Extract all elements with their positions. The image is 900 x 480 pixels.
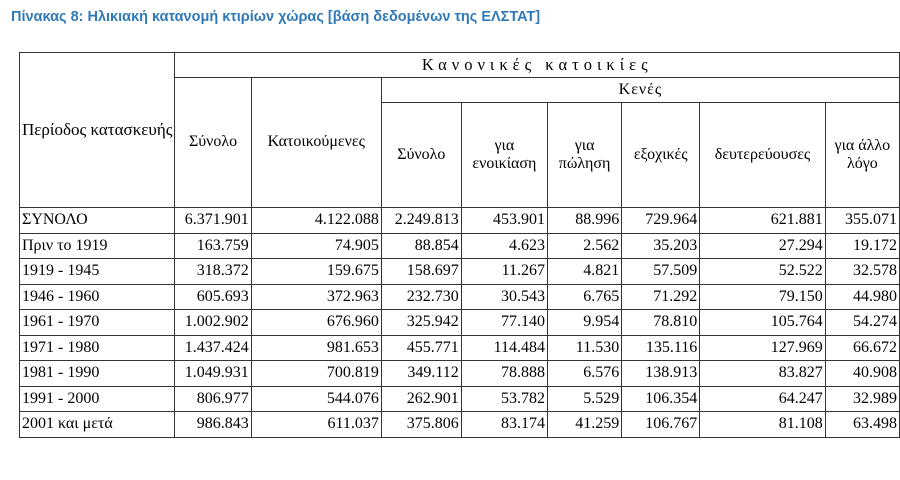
cell-other: 19.172 (825, 233, 899, 259)
header-secondary: δευτερεύουσες (700, 103, 825, 208)
cell-other: 32.578 (825, 259, 899, 285)
cell-total: 1.049.931 (175, 361, 251, 387)
header-regular-dwellings: Κανονικές κατοικίες (175, 53, 900, 78)
cell-for-sale: 9.954 (548, 310, 622, 336)
cell-total: 986.843 (175, 412, 251, 438)
cell-occupied: 4.122.088 (251, 208, 381, 234)
cell-vacant-total: 158.697 (381, 259, 461, 285)
cell-for-rent: 4.623 (461, 233, 547, 259)
cell-for-rent: 11.267 (461, 259, 547, 285)
cell-occupied: 981.653 (251, 335, 381, 361)
table-row (20, 284, 900, 310)
cell-secondary: 127.969 (700, 335, 825, 361)
cell-occupied: 159.675 (251, 259, 381, 285)
cell-for-sale: 6.765 (548, 284, 622, 310)
cell-for-sale: 6.576 (548, 361, 622, 387)
cell-other: 63.498 (825, 412, 899, 438)
cell-period: 1981 - 1990 (20, 361, 175, 387)
table-row (20, 386, 900, 412)
cell-occupied: 544.076 (251, 386, 381, 412)
cell-occupied: 372.963 (251, 284, 381, 310)
cell-vacant-total: 262.901 (381, 386, 461, 412)
cell-other: 54.274 (825, 310, 899, 336)
cell-for-sale: 4.821 (548, 259, 622, 285)
cell-period: 1961 - 1970 (20, 310, 175, 336)
cell-occupied: 676.960 (251, 310, 381, 336)
table-row (20, 412, 900, 438)
cell-total: 163.759 (175, 233, 251, 259)
header-period: Περίοδος κατασκευής (20, 53, 175, 208)
cell-period: 1971 - 1980 (20, 335, 175, 361)
cell-for-sale: 88.996 (548, 208, 622, 234)
cell-for-rent: 53.782 (461, 386, 547, 412)
cell-holiday: 35.203 (622, 233, 700, 259)
cell-total: 6.371.901 (175, 208, 251, 234)
cell-holiday: 78.810 (622, 310, 700, 336)
cell-total: 318.372 (175, 259, 251, 285)
cell-for-rent: 453.901 (461, 208, 547, 234)
cell-secondary: 64.247 (700, 386, 825, 412)
cell-occupied: 74.905 (251, 233, 381, 259)
table-row (20, 259, 900, 285)
cell-for-sale: 5.529 (548, 386, 622, 412)
cell-secondary: 81.108 (700, 412, 825, 438)
table-body (20, 208, 900, 438)
cell-vacant-total: 2.249.813 (381, 208, 461, 234)
cell-for-sale: 11.530 (548, 335, 622, 361)
cell-for-sale: 41.259 (548, 412, 622, 438)
cell-total: 1.437.424 (175, 335, 251, 361)
table-row (20, 335, 900, 361)
table-row (20, 361, 900, 387)
cell-period: 1919 - 1945 (20, 259, 175, 285)
cell-vacant-total: 455.771 (381, 335, 461, 361)
cell-secondary: 27.294 (700, 233, 825, 259)
cell-period: 2001 και μετά (20, 412, 175, 438)
header-vacant-total: Σύνολο (381, 103, 461, 208)
header-total: Σύνολο (175, 78, 251, 208)
cell-secondary: 83.827 (700, 361, 825, 387)
table-row (20, 208, 900, 234)
header-for-sale: για πώληση (548, 103, 622, 208)
cell-other: 355.071 (825, 208, 899, 234)
cell-holiday: 135.116 (622, 335, 700, 361)
cell-holiday: 138.913 (622, 361, 700, 387)
header-holiday: εξοχικές (622, 103, 700, 208)
cell-for-sale: 2.562 (548, 233, 622, 259)
header-for-rent: για ενοικίαση (461, 103, 547, 208)
cell-holiday: 106.354 (622, 386, 700, 412)
cell-secondary: 52.522 (700, 259, 825, 285)
cell-for-rent: 30.543 (461, 284, 547, 310)
cell-for-rent: 114.484 (461, 335, 547, 361)
cell-period: 1991 - 2000 (20, 386, 175, 412)
cell-period: Πριν το 1919 (20, 233, 175, 259)
cell-holiday: 57.509 (622, 259, 700, 285)
table-caption: Πίνακας 8: Ηλικιακή κατανομή κτιρίων χώρας [βάση δεδομένων της ΕΛΣΤΑΤ] (11, 9, 541, 25)
cell-for-rent: 83.174 (461, 412, 547, 438)
header-occupied: Κατοικούμενες (251, 78, 381, 208)
cell-vacant-total: 375.806 (381, 412, 461, 438)
cell-vacant-total: 88.854 (381, 233, 461, 259)
cell-period: ΣΥΝΟΛΟ (20, 208, 175, 234)
cell-other: 44.980 (825, 284, 899, 310)
cell-secondary: 105.764 (700, 310, 825, 336)
cell-secondary: 79.150 (700, 284, 825, 310)
cell-total: 1.002.902 (175, 310, 251, 336)
cell-for-rent: 78.888 (461, 361, 547, 387)
cell-occupied: 611.037 (251, 412, 381, 438)
cell-vacant-total: 349.112 (381, 361, 461, 387)
cell-holiday: 106.767 (622, 412, 700, 438)
cell-secondary: 621.881 (700, 208, 825, 234)
cell-occupied: 700.819 (251, 361, 381, 387)
table-row (20, 233, 900, 259)
cell-other: 40.908 (825, 361, 899, 387)
cell-total: 605.693 (175, 284, 251, 310)
cell-vacant-total: 325.942 (381, 310, 461, 336)
header-vacant-group: Κενές (381, 78, 899, 103)
header-other-reason: για άλλο λόγο (825, 103, 899, 208)
cell-other: 32.989 (825, 386, 899, 412)
cell-holiday: 729.964 (622, 208, 700, 234)
housing-age-table (19, 52, 900, 438)
table-row (20, 310, 900, 336)
cell-for-rent: 77.140 (461, 310, 547, 336)
cell-total: 806.977 (175, 386, 251, 412)
cell-holiday: 71.292 (622, 284, 700, 310)
cell-other: 66.672 (825, 335, 899, 361)
cell-period: 1946 - 1960 (20, 284, 175, 310)
cell-vacant-total: 232.730 (381, 284, 461, 310)
